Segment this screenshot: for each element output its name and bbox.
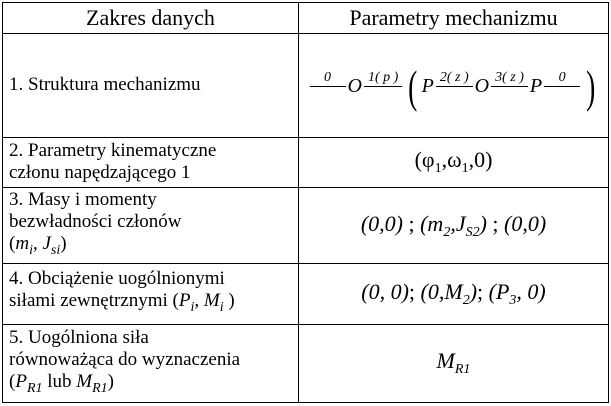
subscript: 2 [462, 292, 470, 308]
subscript: i [29, 243, 33, 259]
paren: ) [228, 290, 235, 312]
row-label-balancing [3, 324, 299, 402]
omega-symbol: ω [447, 147, 462, 173]
formula-label-2: 2( z ) [436, 69, 473, 87]
formula-symbol: O [347, 75, 362, 98]
label-line: bezwładności członów [9, 211, 182, 233]
conjunction: lub [47, 370, 72, 392]
comma: , [441, 147, 448, 173]
group-value: (0,0) [360, 210, 403, 236]
subscript: R1 [454, 362, 471, 378]
symbol-m: M [76, 370, 93, 392]
separator: ; [492, 210, 499, 236]
table-row [3, 187, 609, 263]
row-label-kinematic [3, 137, 299, 187]
formula-symbol: O [474, 75, 490, 98]
symbol-m: M [444, 278, 463, 304]
symbol-j: J [42, 233, 51, 255]
paren: ( [9, 370, 16, 392]
symbol-m: M [203, 290, 220, 312]
group-value: (0, 0) [361, 278, 409, 304]
paren: ( [414, 147, 422, 173]
table-row [3, 34, 609, 138]
zero-value: 0 [474, 147, 486, 173]
formula-paren-close: ) [586, 60, 596, 112]
paren: ( [9, 233, 16, 255]
formula-label-4: 0 [544, 69, 580, 87]
comma: , [468, 147, 475, 173]
subscript: 2 [443, 224, 451, 240]
formula-symbol: P [421, 75, 434, 98]
masses-value [299, 187, 609, 263]
paren: ) [485, 147, 493, 173]
paren: ) [469, 278, 478, 304]
subscript: S2 [465, 224, 480, 240]
subscript: i [219, 300, 224, 316]
paren: ) [479, 210, 487, 236]
comma: , [32, 233, 38, 255]
paren: ( [420, 210, 428, 236]
label-line: równoważąca do wyznaczenia [9, 348, 241, 370]
symbol-m: m [427, 210, 444, 236]
formula-label-1: 1( p ) [364, 69, 402, 87]
row-label-masses [3, 187, 299, 263]
structure-formula [308, 60, 600, 112]
header-data-range: Zakres danych [3, 3, 299, 34]
label-line: 5. Uogólniona siła [9, 326, 149, 348]
label-line: członu napędzającego 1 [9, 162, 191, 184]
comma: , [194, 290, 200, 312]
label-line: 2. Parametry kinematyczne [9, 140, 217, 162]
row-label-loads [3, 264, 299, 324]
symbol-p: P [15, 370, 27, 392]
subscript: 3 [509, 292, 517, 308]
formula-fraction [436, 69, 473, 104]
separator: ; [408, 278, 416, 304]
parameters-table [2, 2, 609, 403]
symbol-j: J [455, 210, 466, 236]
paren: ( [488, 278, 496, 304]
separator: ; [408, 210, 415, 236]
group-value: (0, [420, 278, 445, 304]
formula-label-3: 3( z ) [491, 69, 528, 87]
symbol-m: M [436, 348, 455, 374]
subscript: i [190, 300, 195, 316]
balancing-value [299, 324, 609, 402]
paren: ) [60, 233, 67, 255]
kinematic-value [299, 137, 609, 187]
structure-formula-cell [299, 34, 609, 138]
table-row [3, 264, 609, 324]
symbol-p: P [495, 278, 510, 304]
group-value: , 0) [516, 278, 546, 304]
phi-symbol: φ [421, 147, 435, 173]
subscript: 1 [461, 161, 469, 177]
subscript: R1 [92, 380, 108, 396]
group-value: (0,0) [504, 210, 547, 236]
label-line: 4. Obciążenie uogólnionymi [9, 268, 225, 290]
row-label-structure: 1. Struktura mechanizmu [3, 34, 299, 138]
formula-symbol: P [529, 75, 543, 98]
comma: , [450, 210, 456, 236]
formula-fraction [364, 69, 402, 104]
subscript: si [50, 243, 61, 259]
subscript: 1 [434, 161, 442, 177]
formula-fraction [491, 69, 528, 104]
formula-label-0: 0 [310, 69, 346, 87]
header-row [3, 3, 609, 34]
symbol-p: P [178, 290, 191, 312]
table-row [3, 137, 609, 187]
symbol-m: m [15, 233, 30, 255]
table-row [3, 324, 609, 402]
formula-paren-open: ( [408, 60, 418, 112]
formula-fraction [310, 69, 346, 104]
header-mechanism-params: Parametry mechanizmu [299, 3, 609, 34]
label-line: 3. Masy i momenty [9, 189, 157, 211]
label-line: siłami zewnętrznymi ( [9, 290, 179, 312]
subscript: R1 [26, 380, 43, 396]
paren: ) [107, 370, 114, 392]
formula-fraction [544, 69, 580, 104]
separator: ; [477, 278, 484, 304]
loads-value [299, 264, 609, 324]
